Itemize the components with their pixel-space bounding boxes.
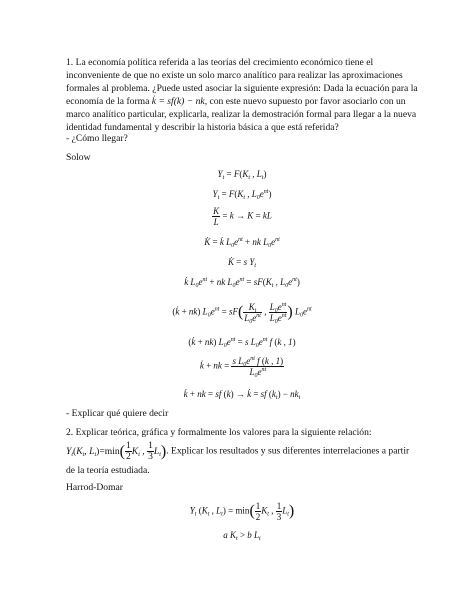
question-1-line-4-start: economía de la forma [66,96,152,107]
equation-6: k̇ $L_0e^{nt}$ + nk $L_0e^{nt} = sF(K_t$ , $L_0e^{nt}$) [184,277,300,289]
solow-title: Solow [66,152,91,163]
question-2-line-2 [66,441,418,462]
question-2-relation: $Y_t(K_t$, $L_t)=\min$( $\frac{1}{2}$ $K_t$ , $\frac{1}{3}$ $L_t$) [66,440,167,462]
equation-3: $\frac{K}{L}$ = k → K = kL [213,206,272,227]
equation-12: a $K_t > b$ $L_t$ [223,530,261,542]
equation-1: $Y_t = F(K_t$ , $L_t$) [217,169,267,181]
question-1-line-4-end: , con este nuevo supuesto por favor asociarlo con un [204,96,406,107]
question-1-line-1: 1. La economía política referida a las teorías del crecimiento económico tiene el [66,57,374,68]
question-1-line-3: formales al problema. ¿Puede usted asociar la siguiente expresión: Dada la ecuación para la [66,83,418,94]
equation-4: K̇ = k̇ $L_0e^{nt}$ + nk $L_0e^{nt}$ [204,237,280,249]
question-1 [66,56,418,134]
how-to-arrive-label: - ¿Cómo llegar? [66,133,128,144]
question-1-line-4 [66,95,418,108]
equation-11: $Y_t$ ($K_t$ , $L_t) = \min$( $\frac{1}{2}$ $K_t$ , $\frac{1}{3}$ $L_t$) [189,501,295,522]
equation-8: (k̇ + nk) $L_0e^{nt} = s$ $L_0e^{nt}$ f (k , 1) [188,337,296,349]
question-2-line-2-text: . Explicar los resultados y sus diferentes interrelaciones a partir [166,445,410,457]
equation-2: $Y_t = F(K_t$ , $L_0e^{nt}$) [212,189,272,201]
harrod-domar-title: Harrod-Domar [66,482,124,493]
equation-5: K̇ = s $Y_t$ [227,257,257,269]
question-2-line-3: de la teoría estudiada. [66,465,150,476]
question-1-line-5: marco analítico particular, explicarla, realizar la demostración formal para llegar a la nueva [66,109,417,120]
equation-7: (k̇ + nk) $L_0e^{nt} = sF$( $\frac{K_t}{L_0e^{nt}}$ , $\frac{L_0e^{nt}}{L_0e^{nt}}$ ) $L_0e^{nt}$ [172,302,312,325]
question-2 [66,426,418,477]
equation-10: k̇ + nk = sf (k) → k̇ = sf $(k_t) - nk_t$ [183,389,301,401]
question-1-line-2: inconveniente de que no existe un solo marco analítico para realizar las aproximaciones [66,70,403,81]
explain-label: - Explicar qué quiere decir [66,408,169,419]
equation-9: k̇ + nk = $\frac{s L_0e^{nt} f (k , 1)}{L_0e^{nt}}$ [199,356,284,379]
inline-equation: k̇ = sf(k) − nk [151,96,205,107]
question-2-line-1: 2. Explicar teórica, gráfica y formalmente los valores para la siguiente relación: [66,427,372,438]
question-1-line-6: identidad fundamental y describir la historia básica a que está referida? [66,122,339,133]
